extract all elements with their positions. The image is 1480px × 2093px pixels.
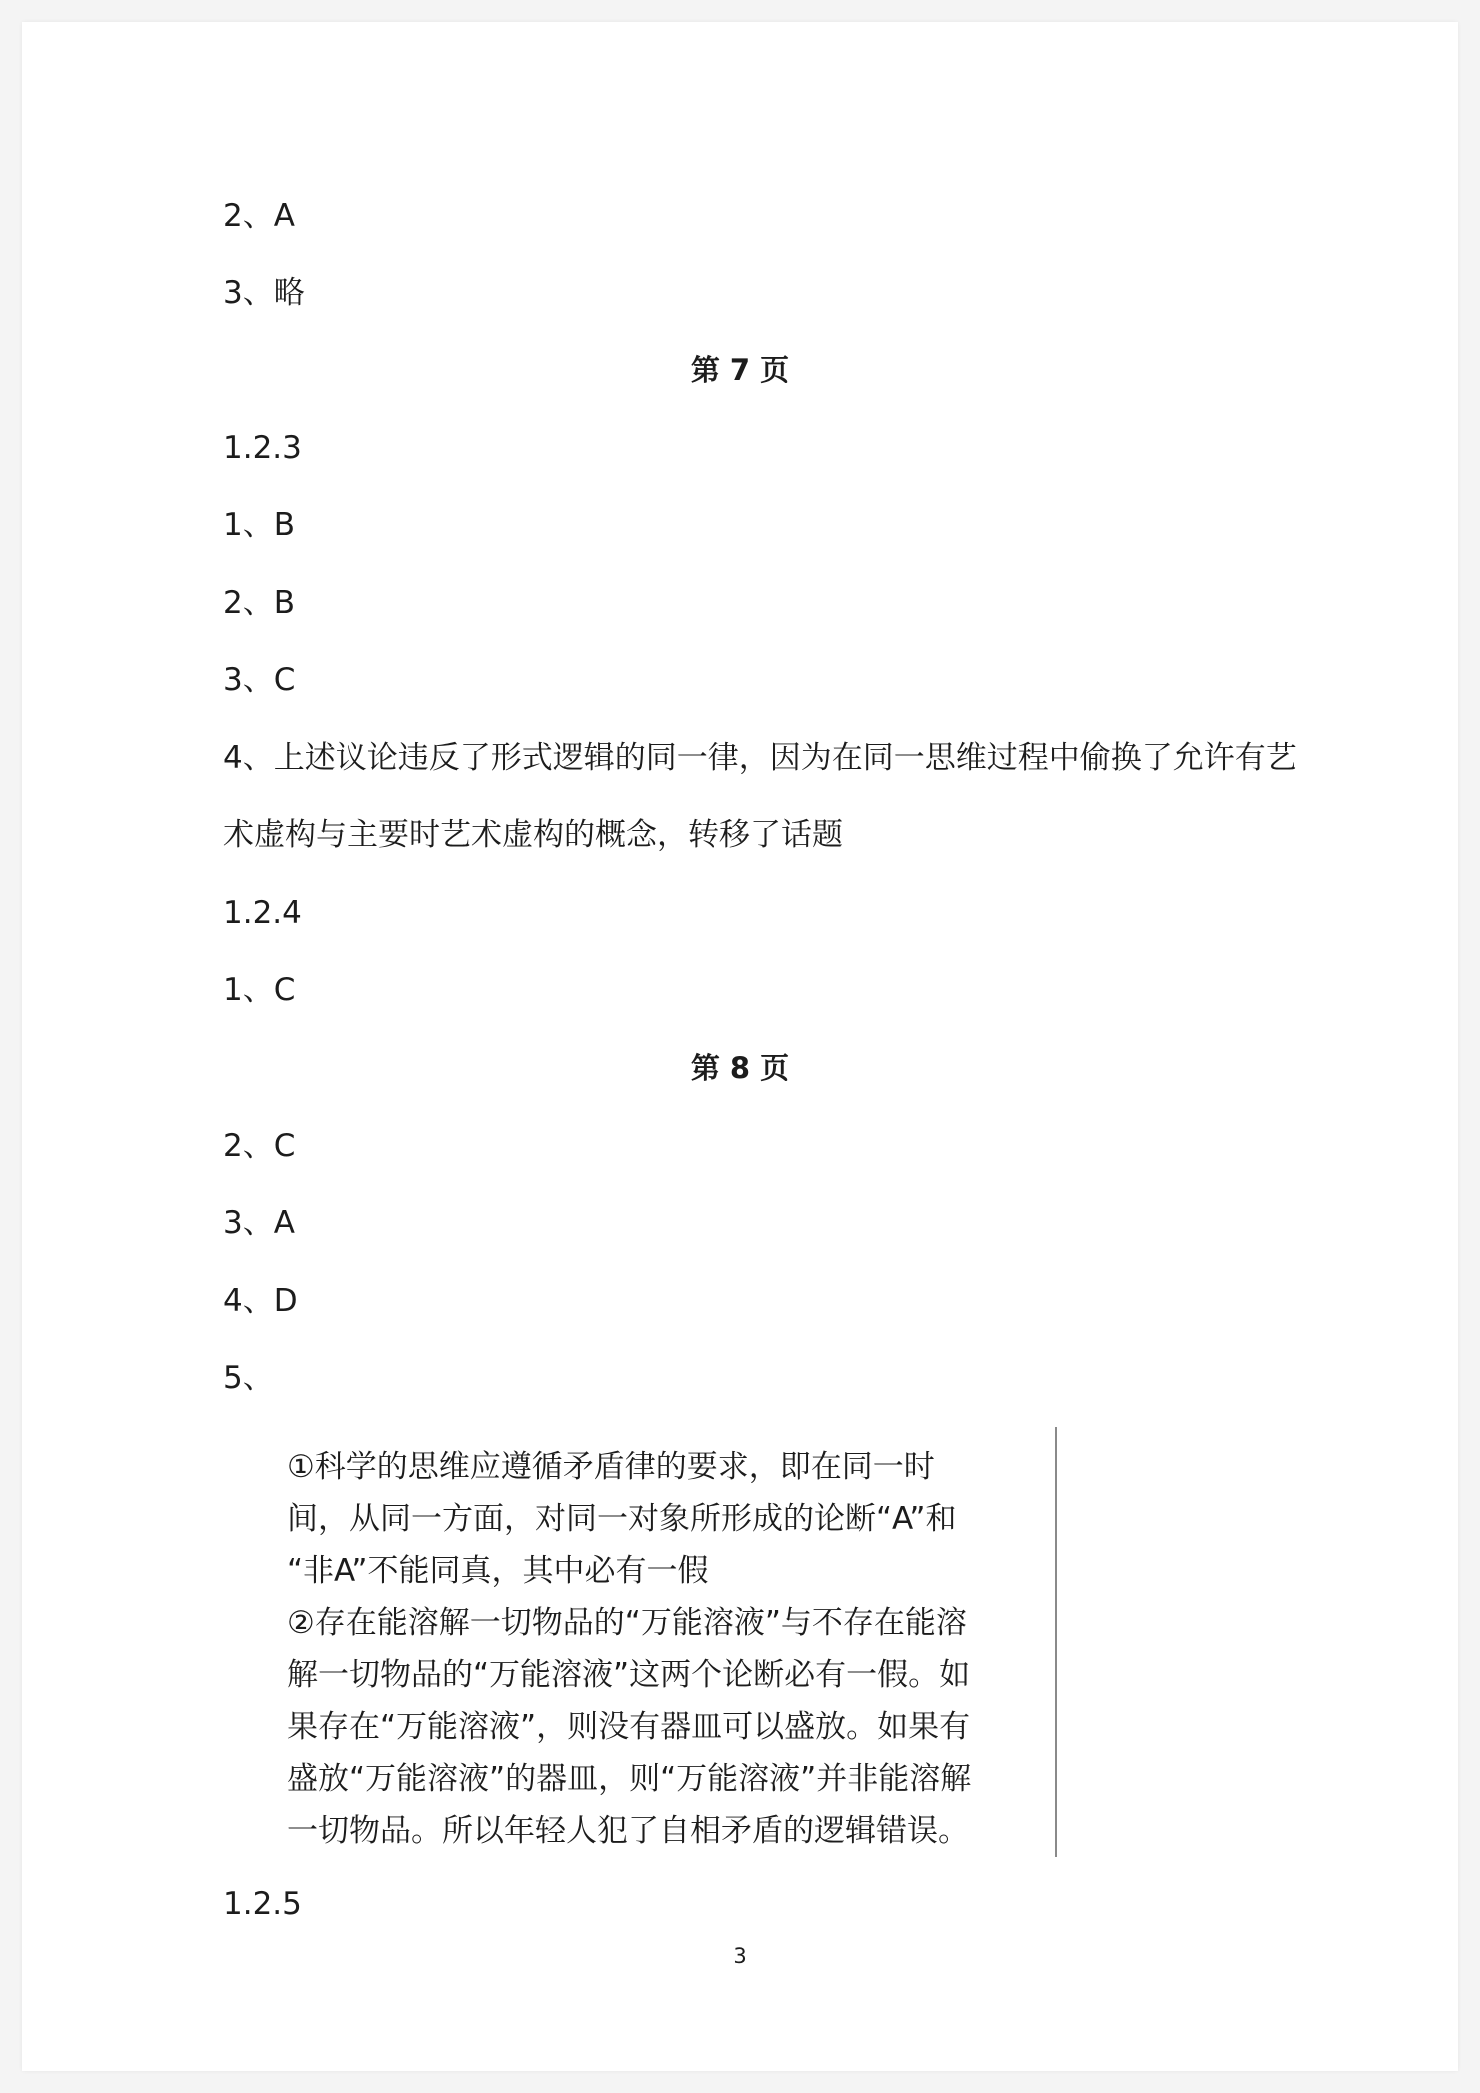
- page-heading-7: 第 7 页: [690, 353, 790, 387]
- explanation-line: 一切物品。所以年轻人犯了自相矛盾的逻辑错误。: [287, 1813, 969, 1849]
- answer-line-4-text: 4、上述议论违反了形式逻辑的同一律，因为在同一思维过程中偷换了允许有艺: [223, 740, 1297, 776]
- answer-line-4-continued: 术虚构与主要时艺术虚构的概念，转移了话题: [223, 817, 843, 853]
- explanation-line: ②存在能溶解一切物品的“万能溶液”与不存在能溶: [287, 1605, 967, 1641]
- answer-line-2-b: 2、B: [223, 585, 295, 621]
- explanation-line: 解一切物品的“万能溶液”这两个论断必有一假。如: [287, 1657, 971, 1693]
- answer-line-2-a: 2、A: [223, 198, 295, 234]
- answer-5-explanation-box: [267, 1427, 1057, 1857]
- page-heading-8: 第 8 页: [690, 1051, 790, 1085]
- section-label-1-2-4: 1.2.4: [223, 895, 302, 931]
- answer-line-2-c: 2、C: [223, 1128, 296, 1164]
- explanation-line: 果存在“万能溶液”，则没有器皿可以盛放。如果有: [287, 1709, 971, 1745]
- document-page: [22, 22, 1458, 2071]
- answer-line-1-b: 1、B: [223, 507, 295, 543]
- explanation-line: ①科学的思维应遵循矛盾律的要求，即在同一时: [287, 1449, 935, 1485]
- section-label-1-2-5: 1.2.5: [223, 1886, 302, 1922]
- explanation-line: “非A”不能同真，其中必有一假: [287, 1553, 709, 1589]
- answer-line-3-a: 3、A: [223, 1205, 295, 1241]
- section-label-1-2-3: 1.2.3: [223, 430, 302, 466]
- answer-line-5: 5、: [223, 1360, 274, 1396]
- explanation-line: 盛放“万能溶液”的器皿，则“万能溶液”并非能溶解: [287, 1761, 972, 1797]
- answer-line-3-lue: 3、略: [223, 275, 305, 311]
- answer-line-4-d: 4、D: [223, 1283, 298, 1319]
- page-number: 3: [733, 1944, 747, 1968]
- answer-line-3-c: 3、C: [223, 662, 296, 698]
- explanation-line: 间，从同一方面，对同一对象所形成的论断“A”和: [287, 1501, 957, 1537]
- answer-line-1-c: 1、C: [223, 972, 296, 1008]
